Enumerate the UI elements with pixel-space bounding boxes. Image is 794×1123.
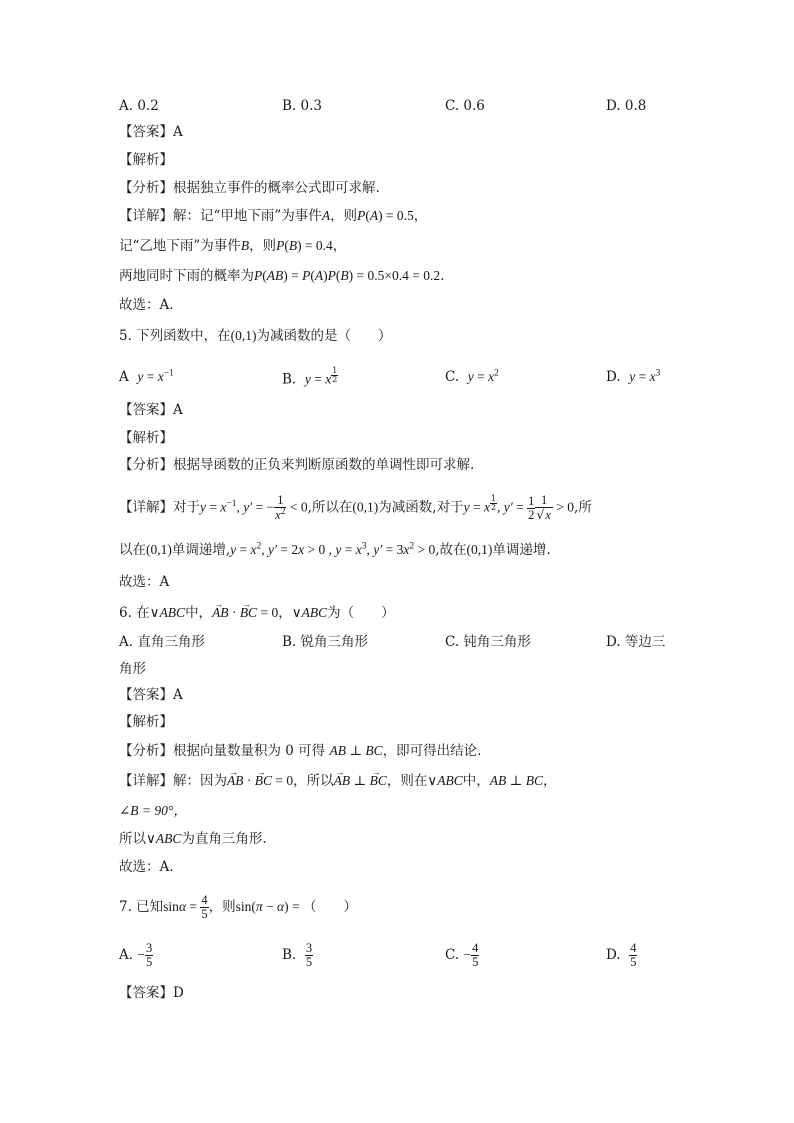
q5-xiangjie-2: 以在(0,1)单调递增$,y = x^2$, y′ = 2x > 0 , $y = x^3$, $y' = 3x^2 > 0$,故在(0,1)单调递增. (119, 541, 551, 558)
q5-conclusion: 故选：A (119, 574, 170, 590)
q4-answer: 【答案】A (119, 124, 183, 140)
q4-xiangjie-3: 两地同时下雨的概率为P(AB) = P(A)P(B) = 0.5×0.4 = 0.2. (119, 268, 445, 284)
q4-analysis-heading: 【解析】 (119, 152, 173, 168)
q7-option-a: A. − $\frac{3}{5}$ (119, 941, 153, 969)
q5-analysis-heading: 【解析】 (119, 430, 173, 446)
q4-option-b: B. 0.3 (282, 98, 322, 114)
q4-option-d: D. 0.8 (606, 98, 647, 114)
q5-answer: 【答案】A (119, 402, 183, 418)
q6-option-d-wrap: 角形 (119, 661, 146, 677)
q7-option-d: D. $\frac{4}{5}$ (606, 941, 637, 969)
q4-option-a: A. 0.2 (119, 98, 159, 114)
q6-xiangjie-1: 【详解】解：因为→ AB · → BC = 0，所以→ AB ⊥ → BC，则在∨ABC中，AB ⊥ BC， (119, 771, 556, 791)
q5-fenxi: 【分析】根据导函数的正负来判断原函数的单调性即可求解. (119, 457, 475, 473)
q5-stem: 5. 下列函数中，在(0,1)为减函数的是（ ） (119, 328, 392, 344)
q6-fenxi: 【分析】根据向量数量积为 0 可得 AB ⊥ BC，即可得出结论. (119, 743, 482, 759)
q6-angle: ∠B = 90°， (119, 803, 187, 818)
q5-option-a: A $y = x^{-1}$ (119, 368, 174, 385)
q5-option-b: B. y = x $^{\frac{1}{2}}$ (282, 366, 338, 388)
q6-option-b: B. 锐角三角形 (282, 634, 369, 650)
q7-answer: 【答案】D (119, 985, 184, 1001)
q4-conclusion: 故选：A. (119, 297, 174, 313)
q6-conclusion: 故选：A. (119, 859, 174, 875)
q5-option-d: D. $y = x^3$ (606, 368, 661, 385)
q6-stem: 6. 在∨ABC中，→ AB · → BC = 0，∨ABC为（ ） (119, 603, 395, 623)
q6-analysis-heading: 【解析】 (119, 714, 173, 730)
q4-xiangjie-1: 【详解】解：记“甲地下雨”为事件A，则P(A) = 0.5， (119, 208, 428, 224)
q7-option-c: C. − $\frac{4}{5}$ (445, 941, 479, 969)
q4-fenxi: 【分析】根据独立事件的概率公式即可求解. (119, 180, 380, 196)
q6-xiangjie-3: 所以∨ABC为直角三角形. (119, 831, 267, 847)
q6-option-d: D. 等边三 (606, 634, 666, 650)
q7-stem: 7. 已知sinα = $\frac{4}{5}$ ，则sin(π − α) = （ ） (119, 893, 357, 921)
q6-option-c: C. 钝角三角形 (445, 634, 531, 650)
q4-option-c: C. 0.6 (445, 98, 485, 114)
q7-option-b: B. $\frac{3}{5}$ (282, 941, 313, 969)
q5-option-c: C. $y = x^2$ (445, 368, 499, 385)
q6-answer: 【答案】A (119, 687, 183, 703)
q5-xiangjie-1: 【详解】对于$y = x^{-1}$, y′ = − $\frac{1}{x^2}$ < 0,所以在(0,1)为减函数,对于y = x $^{\frac{1}{2}}$ , y′ = $\frac{1}{2}$ $\frac{1}{√x}$ > 0,所 (119, 493, 592, 522)
q4-xiangjie-2: 记“乙地下雨”为事件B，则P(B) = 0.4， (119, 238, 347, 254)
q6-option-a: A. 直角三角形 (119, 634, 205, 650)
